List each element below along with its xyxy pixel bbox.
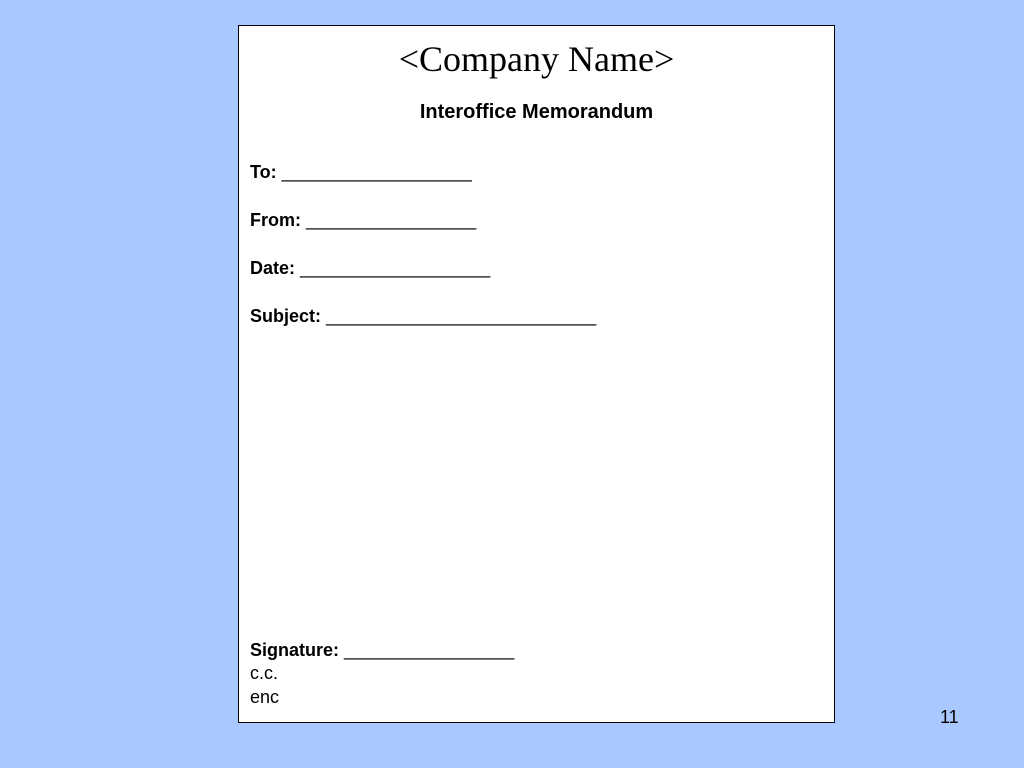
- company-name: <Company Name>: [398, 39, 675, 79]
- page-number: 11: [940, 707, 959, 727]
- from-blank: _________________: [306, 210, 477, 230]
- signature-label: Signature:: [250, 640, 340, 660]
- date-label: Date:: [250, 258, 296, 278]
- enc-line: enc: [250, 687, 280, 707]
- date-blank: ___________________: [300, 258, 491, 278]
- subject-blank: ___________________________: [326, 306, 597, 326]
- memo-subtitle: Interoffice Memorandum: [419, 101, 654, 123]
- memo-document: [238, 25, 835, 723]
- date-field: [250, 257, 490, 279]
- to-label: To:: [250, 162, 277, 182]
- from-field: [250, 209, 476, 231]
- signature-field: [250, 639, 514, 661]
- to-blank: ___________________: [281, 162, 472, 182]
- from-label: From:: [250, 210, 301, 230]
- subject-field: [250, 305, 596, 327]
- signature-blank: _________________: [344, 640, 515, 660]
- to-field: [250, 161, 472, 183]
- cc-line: c.c.: [250, 663, 279, 683]
- subject-label: Subject:: [250, 306, 322, 326]
